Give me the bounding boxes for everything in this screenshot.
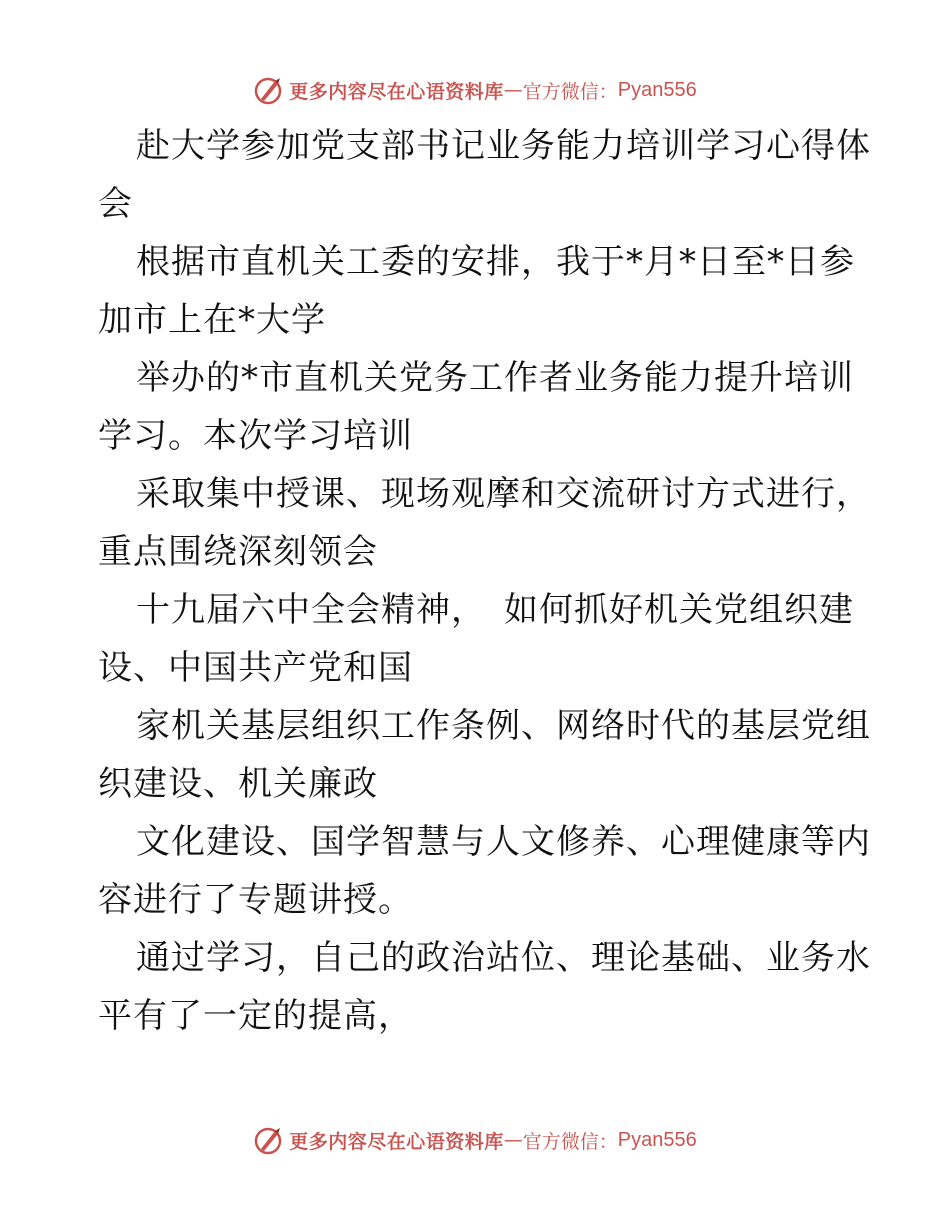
text-line: 家机关基层组织工作条例、网络时代的基层党组 bbox=[136, 706, 871, 746]
header-banner bbox=[0, 70, 950, 110]
text-line: 文化建设、国学智慧与人文修养、心理健康等内 bbox=[136, 822, 871, 862]
banner-wechat-label: 官方微信： bbox=[522, 1130, 618, 1153]
text-line: 十九届六中全会精神， 如何抓好机关党组织建 bbox=[136, 590, 854, 630]
banner-text: 更多内容尽在心语资料库 bbox=[289, 1130, 504, 1153]
banner-text: 更多内容尽在心语资料库 bbox=[289, 80, 504, 103]
text-line: 举办的*市直机关党务工作者业务能力提升培训 bbox=[136, 358, 854, 398]
text-line: 织建设、机关廉政 bbox=[98, 764, 378, 804]
banner-separator: — bbox=[503, 1129, 523, 1151]
text-line: 通过学习，自己的政治站位、理论基础、业务水 bbox=[136, 938, 871, 978]
text-line: 会 bbox=[98, 184, 133, 224]
text-line: 学习。本次学习培训 bbox=[98, 416, 413, 456]
footer-banner bbox=[0, 1120, 950, 1160]
banner-separator: — bbox=[503, 79, 523, 101]
quill-logo-icon bbox=[253, 1125, 283, 1155]
text-line: 赴大学参加党支部书记业务能力培训学习心得体 bbox=[136, 126, 871, 166]
banner-wechat-label: 官方微信： bbox=[522, 80, 618, 103]
text-line: 加市上在*大学 bbox=[98, 300, 326, 340]
text-line: 平有了一定的提高， bbox=[98, 996, 413, 1036]
text-line: 根据市直机关工委的安排，我于*月*日至*日参 bbox=[136, 242, 855, 282]
banner-wechat-id: Pyan556 bbox=[617, 78, 697, 101]
quill-logo-icon bbox=[253, 75, 283, 105]
text-line: 容进行了专题讲授。 bbox=[98, 880, 413, 920]
banner-wechat-id: Pyan556 bbox=[617, 1128, 697, 1151]
document-body bbox=[98, 117, 871, 1045]
text-line: 设、中国共产党和国 bbox=[98, 648, 413, 688]
text-line: 重点围绕深刻领会 bbox=[98, 532, 378, 572]
text-line: 采取集中授课、现场观摩和交流研讨方式进行， bbox=[136, 474, 871, 514]
